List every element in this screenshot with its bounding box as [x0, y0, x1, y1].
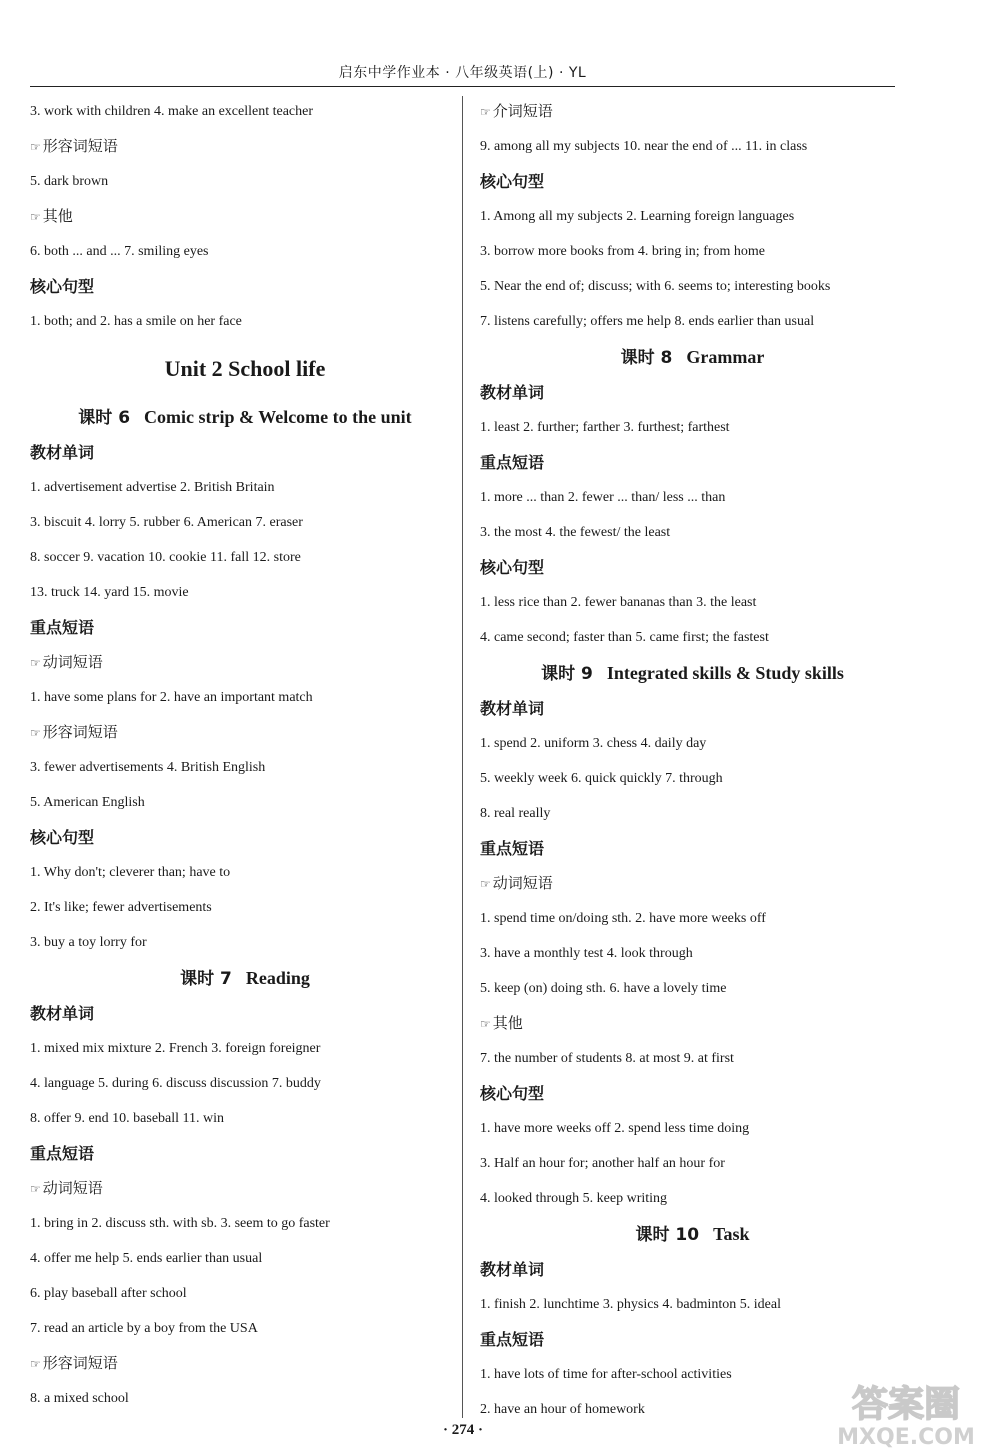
- answer-line: 1. bring in 2. discuss sth. with sb. 3. seem to go faster: [30, 1216, 330, 1231]
- sub-heading: [30, 1171, 460, 1206]
- section-heading: 教材单词: [480, 699, 545, 718]
- answer-line: 1. have more weeks off 2. spend less time doing: [480, 1121, 750, 1136]
- answer-line: 1. advertisement advertise 2. British Britain: [30, 480, 275, 495]
- section-heading: 核心句型: [480, 558, 545, 577]
- answer-line: 3. Half an hour for; another half an hour for: [480, 1156, 725, 1171]
- answer-line: 3. borrow more books from 4. bring in; from home: [480, 244, 766, 259]
- answer-line: 5. Near the end of; discuss; with 6. seems to; interesting books: [480, 279, 831, 294]
- lesson-number: 课时 6: [78, 408, 131, 428]
- pointing-hand-icon: ☞: [30, 726, 41, 740]
- pointing-hand-icon: ☞: [480, 1017, 491, 1031]
- sub-heading: [30, 1346, 460, 1381]
- lesson-title: Comic strip & Welcome to the unit: [144, 407, 412, 427]
- answer-line: 1. spend time on/doing sth. 2. have more weeks off: [480, 911, 766, 926]
- answer-line: 4. offer me help 5. ends earlier than usual: [30, 1251, 263, 1266]
- sub-heading-text: 其他: [492, 1014, 523, 1032]
- right-column: [480, 94, 905, 1427]
- section-heading: 重点短语: [480, 839, 545, 858]
- answer-line: 1. mixed mix mixture 2. French 3. foreign foreigner: [30, 1041, 321, 1056]
- answer-line: 6. play baseball after school: [30, 1286, 187, 1301]
- lesson-heading: [480, 339, 905, 375]
- sub-heading-text: 形容词短语: [42, 137, 118, 155]
- section-heading: 核心句型: [480, 172, 545, 191]
- sub-heading-text: 动词短语: [492, 874, 553, 892]
- sub-heading: [30, 199, 460, 234]
- answer-line: 8. offer 9. end 10. baseball 11. win: [30, 1111, 225, 1126]
- section-heading: 教材单词: [480, 383, 545, 402]
- lesson-number: 课时 10: [635, 1225, 700, 1245]
- column-divider: [462, 96, 463, 1418]
- sub-heading-text: 其他: [42, 207, 73, 225]
- section-heading: 重点短语: [30, 1144, 95, 1163]
- lesson-heading: [480, 655, 905, 691]
- watermark-logo: [816, 1374, 996, 1449]
- answer-line: 1. both; and 2. has a smile on her face: [30, 314, 242, 329]
- answer-line: 2. have an hour of homework: [480, 1402, 645, 1417]
- answer-line: 7. read an article by a boy from the USA: [30, 1321, 258, 1336]
- answer-line: 1. less rice than 2. fewer bananas than 3. the least: [480, 595, 757, 610]
- answer-line: 1. finish 2. lunchtime 3. physics 4. badminton 5. ideal: [480, 1297, 781, 1312]
- sub-heading-text: 动词短语: [42, 1179, 103, 1197]
- answer-line: 3. fewer advertisements 4. British English: [30, 760, 266, 775]
- section-heading: 核心句型: [480, 1084, 545, 1103]
- page-header: 启东中学作业本 · 八年级英语(上) · YL: [338, 65, 587, 81]
- answer-line: 3. biscuit 4. lorry 5. rubber 6. American 7. eraser: [30, 515, 303, 530]
- lesson-heading: [30, 960, 460, 996]
- answer-line: 1. spend 2. uniform 3. chess 4. daily day: [480, 736, 707, 751]
- answer-line: 5. American English: [30, 795, 145, 810]
- lesson-title: Task: [713, 1224, 750, 1244]
- section-heading: 核心句型: [30, 828, 95, 847]
- answer-line: 8. soccer 9. vacation 10. cookie 11. fall 12. store: [30, 550, 301, 565]
- lesson-title: Grammar: [686, 347, 765, 367]
- answer-line: 5. dark brown: [30, 174, 109, 189]
- answer-line: 3. buy a toy lorry for: [30, 935, 147, 950]
- lesson-heading: [30, 399, 460, 435]
- watermark-bottom: MXQE.COM: [837, 1425, 975, 1449]
- sub-heading-text: 动词短语: [42, 653, 103, 671]
- answer-line: 1. have some plans for 2. have an important match: [30, 690, 313, 705]
- unit-title: Unit 2 School life: [164, 356, 326, 381]
- left-column: [30, 94, 460, 1416]
- answer-line: 8. a mixed school: [30, 1391, 129, 1406]
- section-heading: 教材单词: [480, 1260, 545, 1279]
- section-heading: 教材单词: [30, 1004, 95, 1023]
- answer-line: 9. among all my subjects 10. near the end of ... 11. in class: [480, 139, 808, 154]
- lesson-number: 课时 9: [541, 664, 593, 684]
- pointing-hand-icon: ☞: [30, 656, 41, 670]
- watermark-top: 答案圈: [851, 1384, 961, 1425]
- sub-heading: [480, 94, 905, 129]
- answer-line: 13. truck 14. yard 15. movie: [30, 585, 189, 600]
- answer-line: 6. both ... and ... 7. smiling eyes: [30, 244, 209, 259]
- pointing-hand-icon: ☞: [480, 105, 491, 119]
- lesson-number: 课时 8: [620, 348, 673, 368]
- answer-line: 4. language 5. during 6. discuss discussion 7. buddy: [30, 1076, 321, 1091]
- answer-line: 5. keep (on) doing sth. 6. have a lovely time: [480, 981, 727, 996]
- answer-line: 1. more ... than 2. fewer ... than/ less ... than: [480, 490, 726, 505]
- answer-line: 4. came second; faster than 5. came first; the fastest: [480, 630, 769, 645]
- answer-line: 1. have lots of time for after-school activities: [480, 1367, 732, 1382]
- section-heading: 重点短语: [30, 618, 95, 637]
- answer-line: 2. It's like; fewer advertisements: [30, 900, 212, 915]
- lesson-title: Integrated skills & Study skills: [606, 663, 844, 683]
- section-heading: 教材单词: [30, 443, 95, 462]
- answer-line: 4. looked through 5. keep writing: [480, 1191, 668, 1206]
- pointing-hand-icon: ☞: [30, 1357, 41, 1371]
- sub-heading: [30, 645, 460, 680]
- sub-heading-text: 形容词短语: [42, 1354, 118, 1372]
- answer-line: 1. Among all my subjects 2. Learning foreign languages: [480, 209, 795, 224]
- answer-line: 5. weekly week 6. quick quickly 7. through: [480, 771, 723, 786]
- sub-heading-text: 形容词短语: [42, 723, 118, 741]
- pointing-hand-icon: ☞: [480, 877, 491, 891]
- lesson-title: Reading: [245, 968, 310, 988]
- section-heading: 重点短语: [480, 453, 545, 472]
- answer-line: 3. work with children 4. make an excellent teacher: [30, 104, 313, 119]
- page-number: · 274 ·: [442, 1422, 483, 1438]
- answer-line: 7. listens carefully; offers me help 8. ends earlier than usual: [480, 314, 815, 329]
- answer-line: 8. real really: [480, 806, 551, 821]
- answer-line: 7. the number of students 8. at most 9. at first: [480, 1051, 734, 1066]
- answer-line: 1. least 2. further; farther 3. furthest; farthest: [480, 420, 730, 435]
- sub-heading-text: 介词短语: [492, 102, 553, 120]
- answer-line: 3. the most 4. the fewest/ the least: [480, 525, 671, 540]
- answer-line: 1. Why don't; cleverer than; have to: [30, 865, 231, 880]
- sub-heading: [30, 715, 460, 750]
- lesson-number: 课时 7: [180, 969, 232, 989]
- section-heading: 核心句型: [30, 277, 95, 296]
- pointing-hand-icon: ☞: [30, 210, 41, 224]
- header-rule: [30, 86, 895, 87]
- answer-line: 3. have a monthly test 4. look through: [480, 946, 693, 961]
- sub-heading: [480, 1006, 905, 1041]
- pointing-hand-icon: ☞: [30, 140, 41, 154]
- lesson-heading: [480, 1216, 905, 1252]
- sub-heading: [480, 866, 905, 901]
- sub-heading: [30, 129, 460, 164]
- section-heading: 重点短语: [480, 1330, 545, 1349]
- pointing-hand-icon: ☞: [30, 1182, 41, 1196]
